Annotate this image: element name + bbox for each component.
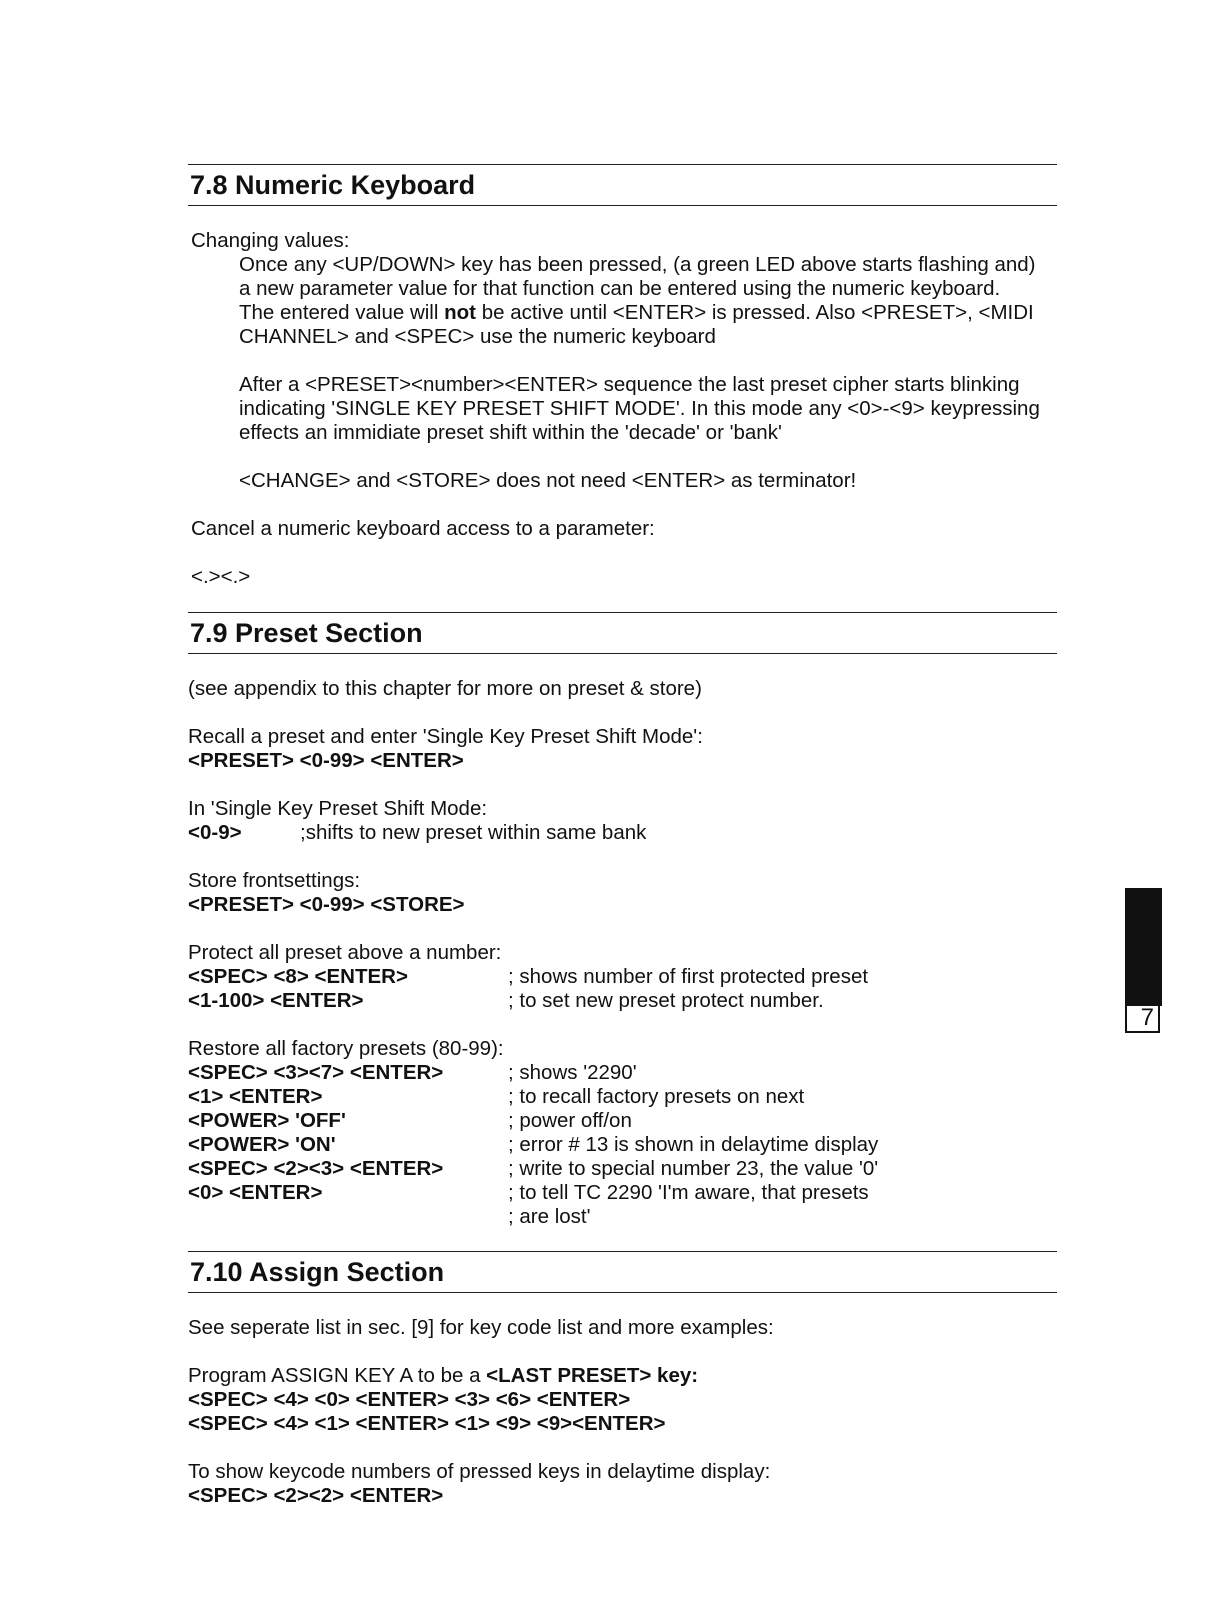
text-span: The entered value will (239, 301, 445, 324)
text-line: <CHANGE> and <STORE> does not need <ENTER> as terminator! (239, 469, 857, 492)
chapter-tab-number: 7 (1125, 1004, 1160, 1033)
restore-row (188, 1157, 1057, 1181)
text-span: be active until <ENTER> is pressed. Also <PRESET>, <MIDI (476, 301, 1034, 324)
comment: ; are lost' (508, 1205, 591, 1228)
text-line: a new parameter value for that function can be entered using the numeric keyboard. (239, 277, 1001, 300)
text-line: Once any <UP/DOWN> key has been pressed, (a green LED above starts flashing and) (239, 253, 1036, 276)
comment: ;shifts to new preset within same bank (300, 821, 647, 844)
show-keycode-label: To show keycode numbers of pressed keys in delaytime display: (188, 1460, 771, 1483)
comment: ; to recall factory presets on next (508, 1085, 805, 1108)
text-line: CHANNEL> and <SPEC> use the numeric keyboard (239, 325, 716, 348)
store-label: Store frontsettings: (188, 869, 361, 892)
section-numeric-keyboard (188, 164, 1057, 206)
key-sequence: <0-9> (188, 821, 242, 844)
chapter-tab-marker (1125, 888, 1162, 1035)
store-keys: <PRESET> <0-99> <STORE> (188, 893, 465, 916)
key-sequence: <SPEC> <8> <ENTER> (188, 965, 408, 988)
comment: ; to tell TC 2290 'I'm aware, that presets (508, 1181, 869, 1204)
last-preset-key: <LAST PRESET> key: (486, 1364, 699, 1387)
recall-label: Recall a preset and enter 'Single Key Preset Shift Mode': (188, 725, 703, 748)
comment: ; shows number of first protected preset (508, 965, 869, 988)
recall-keys: <PRESET> <0-99> <ENTER> (188, 749, 464, 772)
single-key-row (188, 821, 1057, 845)
protect-row (188, 989, 1057, 1013)
numeric-keyboard-body (191, 229, 1060, 589)
restore-label: Restore all factory presets (80-99): (188, 1037, 504, 1060)
emphasis-not: not (444, 301, 476, 324)
text-line: After a <PRESET><number><ENTER> sequence the last preset cipher starts blinking (239, 373, 1020, 396)
protect-label: Protect all preset above a number: (188, 941, 502, 964)
key-sequence: <1> <ENTER> (188, 1085, 323, 1108)
key-sequence: <POWER> 'ON' (188, 1133, 336, 1156)
program-label (188, 1364, 1057, 1388)
restore-row (188, 1085, 1057, 1109)
show-keycode-keys: <SPEC> <2><2> <ENTER> (188, 1484, 444, 1507)
program-keys: <SPEC> <4> <0> <ENTER> <3> <6> <ENTER> (188, 1388, 631, 1411)
restore-row (188, 1181, 1057, 1205)
appendix-note: (see appendix to this chapter for more on preset & store) (188, 677, 702, 700)
section-preset (188, 612, 1057, 654)
changing-values-paragraph (191, 253, 1060, 493)
changing-values-label: Changing values: (191, 229, 350, 252)
restore-row (188, 1205, 1057, 1229)
bottom-rule (188, 205, 1057, 206)
bottom-rule (188, 1292, 1057, 1293)
key-sequence (188, 1205, 508, 1229)
comment: ; shows '2290' (508, 1061, 637, 1084)
single-key-label: In 'Single Key Preset Shift Mode: (188, 797, 488, 820)
protect-row (188, 965, 1057, 989)
section-assign (188, 1251, 1057, 1293)
bottom-rule (188, 653, 1057, 654)
comment: ; write to special number 23, the value '0' (508, 1157, 879, 1180)
see-list-note: See seperate list in sec. [9] for key code list and more examples: (188, 1316, 774, 1339)
comment: ; to set new preset protect number. (508, 989, 824, 1012)
preset-body (188, 677, 1057, 1229)
section-heading: 7.9 Preset Section (190, 618, 423, 648)
section-heading: 7.10 Assign Section (190, 1257, 445, 1287)
key-sequence: <POWER> 'OFF' (188, 1109, 346, 1132)
text-line (239, 301, 1060, 325)
cancel-label: Cancel a numeric keyboard access to a parameter: (191, 517, 655, 540)
chapter-tab-bar (1125, 888, 1162, 1006)
key-sequence: <1-100> <ENTER> (188, 989, 364, 1012)
assign-body (188, 1316, 1057, 1508)
section-heading: 7.8 Numeric Keyboard (190, 170, 476, 200)
restore-row (188, 1109, 1057, 1133)
restore-row (188, 1133, 1057, 1157)
text-line: indicating 'SINGLE KEY PRESET SHIFT MODE'. In this mode any <0>-<9> keypressing (239, 397, 1040, 420)
program-keys: <SPEC> <4> <1> <ENTER> <1> <9> <9><ENTER> (188, 1412, 666, 1435)
key-sequence: <SPEC> <3><7> <ENTER> (188, 1061, 444, 1084)
cancel-keys: <.><.> (191, 565, 251, 588)
text-line: effects an immidiate preset shift within the 'decade' or 'bank' (239, 421, 782, 444)
key-sequence: <0> <ENTER> (188, 1181, 323, 1204)
text-span: Program ASSIGN KEY A to be a (188, 1364, 487, 1387)
restore-row (188, 1061, 1057, 1085)
key-sequence: <SPEC> <2><3> <ENTER> (188, 1157, 444, 1180)
comment: ; power off/on (508, 1109, 632, 1132)
comment: ; error # 13 is shown in delaytime display (508, 1133, 879, 1156)
